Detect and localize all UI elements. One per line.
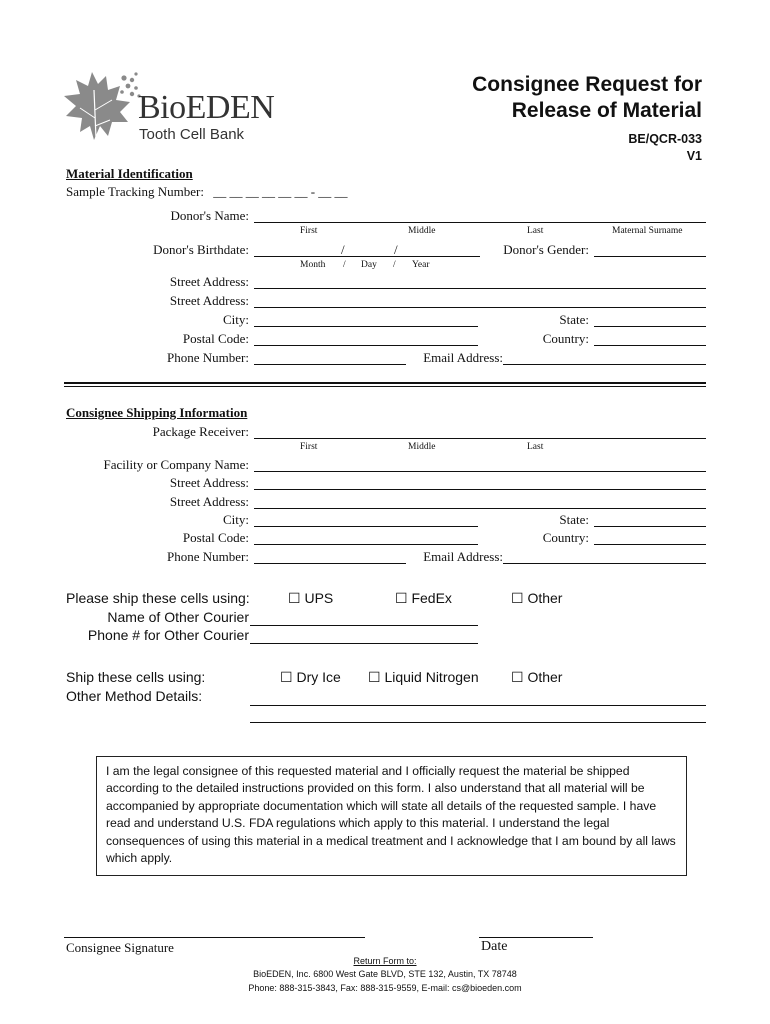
country-label: Country: bbox=[542, 331, 589, 346]
phone-field[interactable] bbox=[254, 364, 406, 365]
year-caption: Year bbox=[412, 260, 430, 270]
doc-info bbox=[628, 131, 702, 165]
return-address: BioEDEN, Inc. 6800 West Gate BLVD, STE 132, Austin, TX 78748 bbox=[253, 969, 517, 979]
shipping-heading: Consignee Shipping Information bbox=[66, 405, 248, 420]
method-option-liquid-nitrogen[interactable] bbox=[368, 669, 479, 686]
checkbox-icon[interactable]: ☐ bbox=[368, 669, 381, 685]
leaf-icon bbox=[62, 70, 142, 142]
brand-tagline: Tooth Cell Bank bbox=[139, 126, 245, 143]
method-option-dry-ice[interactable] bbox=[280, 669, 341, 686]
birthdate-slash-1: / bbox=[341, 242, 345, 257]
receiver-first-caption: First bbox=[300, 442, 318, 452]
country-field[interactable] bbox=[594, 345, 706, 346]
postal-field[interactable] bbox=[254, 345, 478, 346]
method-liquid-nitrogen-label: Liquid Nitrogen bbox=[384, 669, 479, 685]
brand-suffix: EDEN bbox=[185, 89, 275, 126]
ship-postal-label: Postal Code: bbox=[182, 530, 249, 545]
signature-label: Consignee Signature bbox=[66, 940, 174, 955]
ship-email-label: Email Address: bbox=[423, 549, 503, 564]
postal-label: Postal Code: bbox=[182, 331, 249, 346]
doc-code: BE/QCR-033 bbox=[628, 132, 702, 146]
gender-field[interactable] bbox=[594, 256, 706, 257]
state-field[interactable] bbox=[594, 326, 706, 327]
date-caption-slash-1: / bbox=[343, 260, 346, 270]
month-caption: Month bbox=[300, 260, 326, 270]
brand-name bbox=[138, 90, 274, 126]
receiver-field[interactable] bbox=[254, 438, 706, 439]
other-courier-phone-field[interactable] bbox=[250, 643, 478, 644]
ship-city-label: City: bbox=[222, 512, 249, 527]
street1-field[interactable] bbox=[254, 288, 706, 289]
courier-other-label: Other bbox=[527, 590, 563, 606]
courier-option-other[interactable] bbox=[511, 590, 562, 607]
date-field[interactable] bbox=[479, 937, 593, 938]
ship-street1-label: Street Address: bbox=[169, 475, 249, 490]
birthdate-field[interactable] bbox=[254, 256, 480, 257]
donor-middle-caption: Middle bbox=[408, 226, 436, 236]
ship-city-field[interactable] bbox=[254, 526, 478, 527]
birthdate-slash-2: / bbox=[394, 242, 398, 257]
other-method-field-2[interactable] bbox=[250, 722, 706, 723]
ship-phone-label: Phone Number: bbox=[167, 549, 249, 564]
phone-label: Phone Number: bbox=[167, 350, 249, 365]
form-title-line2: Release of Material bbox=[511, 99, 702, 122]
state-label: State: bbox=[559, 312, 589, 327]
other-method-label: Other Method Details: bbox=[66, 688, 203, 704]
donor-name-field[interactable] bbox=[254, 222, 706, 223]
checkbox-icon[interactable]: ☐ bbox=[280, 669, 293, 685]
ship-email-field[interactable] bbox=[503, 563, 706, 564]
material-heading: Material Identification bbox=[66, 166, 193, 181]
ship-postal-field[interactable] bbox=[254, 544, 478, 545]
tracking-row bbox=[66, 184, 348, 200]
method-dry-ice-label: Dry Ice bbox=[296, 669, 341, 685]
other-courier-phone-label: Phone # for Other Courier bbox=[87, 627, 249, 643]
street2-label: Street Address: bbox=[169, 293, 249, 308]
other-courier-name-field[interactable] bbox=[250, 625, 478, 626]
consignee-statement-box bbox=[96, 756, 687, 876]
brand-prefix: Bio bbox=[138, 89, 186, 126]
ship-street1-field[interactable] bbox=[254, 489, 706, 490]
checkbox-icon[interactable]: ☐ bbox=[395, 590, 408, 606]
courier-option-ups[interactable] bbox=[288, 590, 333, 607]
email-label: Email Address: bbox=[423, 350, 503, 365]
day-caption: Day bbox=[361, 260, 377, 270]
courier-ups-label: UPS bbox=[304, 590, 334, 606]
ship-state-field[interactable] bbox=[594, 526, 706, 527]
facility-label: Facility or Company Name: bbox=[103, 457, 249, 472]
tracking-label: Sample Tracking Number: bbox=[66, 184, 204, 199]
receiver-middle-caption: Middle bbox=[408, 442, 436, 452]
ship-state-label: State: bbox=[559, 512, 589, 527]
donor-name-label: Donor's Name: bbox=[170, 208, 249, 223]
facility-field[interactable] bbox=[254, 471, 706, 472]
other-courier-name-label: Name of Other Courier bbox=[107, 609, 249, 625]
gender-label: Donor's Gender: bbox=[503, 242, 589, 257]
ship-street2-field[interactable] bbox=[254, 508, 706, 509]
receiver-last-caption: Last bbox=[527, 442, 544, 452]
form-title-line1: Consignee Request for bbox=[472, 73, 702, 96]
donor-maternal-caption: Maternal Surname bbox=[612, 226, 683, 236]
email-field[interactable] bbox=[503, 364, 706, 365]
city-label: City: bbox=[222, 312, 249, 327]
ship-country-label: Country: bbox=[542, 530, 589, 545]
ship-street2-label: Street Address: bbox=[169, 494, 249, 509]
ship-phone-field[interactable] bbox=[254, 563, 406, 564]
donor-last-caption: Last bbox=[527, 226, 544, 236]
signature-field[interactable] bbox=[64, 937, 365, 938]
return-form-label: Return Form to: bbox=[353, 956, 417, 966]
method-label: Ship these cells using: bbox=[66, 669, 206, 685]
checkbox-icon[interactable]: ☐ bbox=[511, 590, 524, 606]
date-caption-slash-2: / bbox=[393, 260, 396, 270]
city-field[interactable] bbox=[254, 326, 478, 327]
other-method-field-1[interactable] bbox=[250, 705, 706, 706]
ship-country-field[interactable] bbox=[594, 544, 706, 545]
courier-label: Please ship these cells using: bbox=[66, 590, 250, 606]
return-contact: Phone: 888-315-3843, Fax: 888-315-9559, E-mail: cs@bioeden.com bbox=[248, 983, 522, 993]
tracking-number-field[interactable]: __ __ __ __ __ __ - __ __ bbox=[213, 184, 348, 199]
form-title bbox=[472, 72, 702, 124]
method-other-label: Other bbox=[527, 669, 563, 685]
birthdate-label: Donor's Birthdate: bbox=[153, 242, 249, 257]
receiver-label: Package Receiver: bbox=[152, 424, 249, 439]
courier-option-fedex[interactable] bbox=[395, 590, 452, 607]
consignee-statement-text: I am the legal consignee of this requested material and I officially request the material be shipped according to the detailed instructions provided on this form. I also understand that all material will be accompanied by appropriate documentation which will state all details of the requested sample. I have read and understand U.S. FDA regulations which apply to this material. I understand the legal consequences of using this material in a medical treatment and I acknowledge that I am bound by all laws which apply. bbox=[106, 764, 676, 866]
street1-label: Street Address: bbox=[169, 274, 249, 289]
checkbox-icon[interactable]: ☐ bbox=[511, 669, 524, 685]
doc-version: V1 bbox=[686, 149, 702, 163]
street2-field[interactable] bbox=[254, 307, 706, 308]
method-option-other[interactable] bbox=[511, 669, 562, 686]
courier-fedex-label: FedEx bbox=[411, 590, 452, 606]
date-label: Date bbox=[481, 939, 508, 954]
checkbox-icon[interactable]: ☐ bbox=[288, 590, 301, 606]
donor-first-caption: First bbox=[300, 226, 318, 236]
